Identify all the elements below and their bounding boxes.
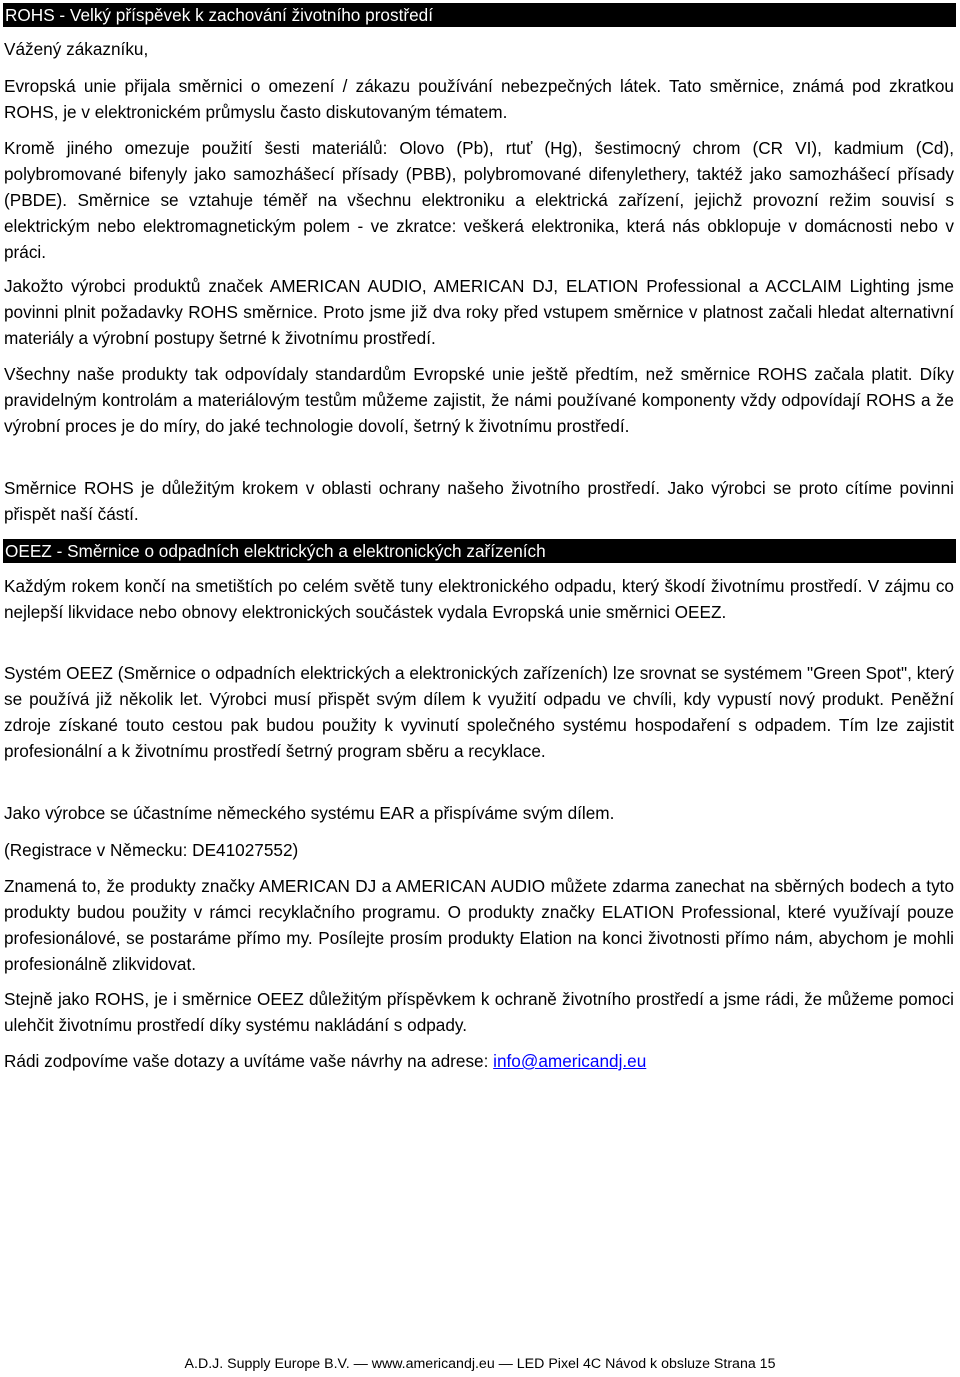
oeez-paragraph-6: Stejně jako ROHS, je i směrnice OEEZ důležitým příspěvkem k ochraně životního prostředí a jsme rádi, že můžeme pomoci ulehčit životnímu prostředí díky systému nakládání s odpady. bbox=[4, 989, 954, 1035]
contact-paragraph bbox=[4, 1048, 954, 1074]
rohs-heading: ROHS - Velký příspěvek k zachování životního prostředí bbox=[3, 3, 956, 27]
greeting: Vážený zákazníku, bbox=[4, 39, 149, 59]
rohs-paragraph-5: Směrnice ROHS je důležitým krokem v oblasti ochrany našeho životního prostředí. Jako výrobci se proto cítíme povinni přispět naší částí. bbox=[4, 478, 954, 524]
oeez-paragraph-5: Znamená to, že produkty značky AMERICAN DJ a AMERICAN AUDIO můžete zdarma zanechat na sběrných bodech a tyto produkty budou použity v rámci recyklačního programu. O produkty značky ELATION Professional, které využívají pouze profesionálové, se postaráme přímo my. Posílejte prosím produkty Elation na konci životnosti přímo nám, abychom je mohli profesionálně zlikvidovat. bbox=[4, 876, 954, 974]
oeez-heading: OEEZ - Směrnice o odpadních elektrických a elektronických zařízeních bbox=[3, 539, 956, 563]
oeez-paragraph-1: Každým rokem končí na smetištích po celém světě tuny elektronického odpadu, který škodí životnímu prostředí. V zájmu co nejlepší likvidace nebo obnovy elektronických součástek vydala Evropská unie směrnici OEEZ. bbox=[4, 576, 954, 622]
registration-number: (Registrace v Německu: DE41027552) bbox=[4, 840, 299, 860]
oeez-paragraph-2: Systém OEEZ (Směrnice o odpadních elektrických a elektronických zařízeních) lze srovnat se systémem "Green Spot", který se používá již několik let. Výrobci musí přispět svým dílem k využití odpadu ve chvíli, kdy vypustí nový produkt. Peněžní zdroje získané touto cestou pak budou použity k vyvinutí společného systému hospodaření s odpadem. Tím lze zajistit profesionální a k životnímu prostředí šetrný program sběru a recyklace. bbox=[4, 663, 954, 761]
rohs-paragraph-2: Kromě jiného omezuje použití šesti materiálů: Olovo (Pb), rtuť (Hg), šestimocný chrom (CR VI), kadmium (Cd), polybromované bifenyly jako samozhášecí přísady (PBB), polybromované difenylethery, taktéž jako samozhášecí přísady (PBDE). Směrnice se vztahuje téměř na všechnu elektroniku a elektrická zařízení, jejichž provozní režim souvisí s elektrickým nebo elektromagnetickým polem - ve zkratce: veškerá elektronika, která nás obklopuje v domácnosti nebo v práci. bbox=[4, 138, 954, 262]
page-footer: A.D.J. Supply Europe B.V. — www.americandj.eu — LED Pixel 4C Návod k obsluze Strana 15 bbox=[184, 1356, 776, 1372]
oeez-paragraph-3: Jako výrobce se účastníme německého systému EAR a přispíváme svým dílem. bbox=[4, 803, 615, 823]
rohs-paragraph-1: Evropská unie přijala směrnici o omezení / zákazu používání nebezpečných látek. Tato směrnice, známá pod zkratkou ROHS, je v elektronickém průmyslu často diskutovaným tématem. bbox=[4, 76, 954, 122]
contact-text: Rádi zodpovíme vaše dotazy a uvítáme vaše návrhy na adrese: bbox=[4, 1051, 494, 1071]
rohs-paragraph-3: Jakožto výrobci produktů značek AMERICAN AUDIO, AMERICAN DJ, ELATION Professional a ACCLAIM Lighting jsme povinni plnit požadavky ROHS směrnice. Proto jsme již dva roky před vstupem směrnice v platnost začali hledat alternativní materiály a výrobní postupy šetrné k životnímu prostředí. bbox=[4, 276, 954, 348]
email-link[interactable]: info@americandj.eu bbox=[493, 1051, 647, 1071]
rohs-paragraph-4: Všechny naše produkty tak odpovídaly standardům Evropské unie ještě předtím, než směrnice ROHS začala platit. Díky pravidelným kontrolám a materiálovým testům můžeme zajistit, že námi používané komponenty vždy odpovídají ROHS a že výrobní proces je do míry, do jaké technologie dovolí, šetrný k životnímu prostředí. bbox=[4, 364, 954, 436]
